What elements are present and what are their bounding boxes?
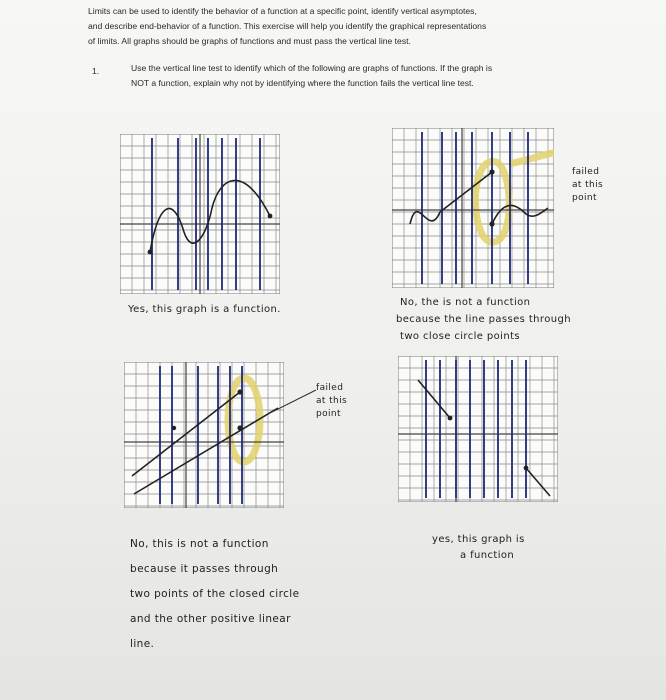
graph-1-answer: Yes, this graph is a function. [128, 304, 281, 315]
intro-line-1: Limits can be used to identify the behavior of a function at a specific point, identify vertical asymptotes, [88, 6, 477, 16]
graph-3-note: failed at this point [316, 383, 348, 419]
graph-2-answer-line-1: No, the is not a function [400, 297, 531, 308]
question-line-1: Use the vertical line test to identify which of the following are graphs of functions. If the graph is [131, 63, 493, 73]
graph-1 [120, 134, 280, 294]
graph-4-answer-line-2: a function [460, 550, 515, 561]
graph-3-answer-line-4: and the other positive linear [130, 613, 291, 625]
graph-2-answer-line-3: two close circle points [400, 331, 521, 342]
graph-2-answer [396, 294, 571, 345]
graph-2-answer-line-2: because the line passes through [396, 314, 571, 325]
graph-4 [398, 356, 558, 502]
intro-line-2: and describe end-behavior of a function. This exercise will help you identify the graphical representations [88, 21, 487, 31]
question-number: 1. [92, 66, 100, 76]
intro-line-3: of limits. All graphs should be graphs of functions and must pass the vertical line test. [88, 36, 411, 46]
graph-2 [392, 128, 554, 288]
graph-3-answer-line-3: two points of the closed circle [130, 588, 300, 600]
question-text [131, 61, 601, 91]
graph-3-note-pointer [270, 386, 318, 416]
graph-4-answer [432, 532, 525, 564]
question-line-2: NOT a function, explain why not by identifying where the function fails the vertical line test. [131, 78, 474, 88]
intro-paragraph [88, 4, 608, 49]
graph-2-note: failed at this point [572, 167, 604, 203]
graph-4-answer-line-1: yes, this graph is [432, 534, 525, 545]
graph-3-answer [130, 532, 299, 657]
graph-3-answer-line-5: line. [130, 638, 155, 650]
graph-3-answer-line-2: because it passes through [130, 563, 279, 575]
graph-3 [124, 362, 284, 508]
graph-3-answer-line-1: No, this is not a function [130, 538, 269, 550]
